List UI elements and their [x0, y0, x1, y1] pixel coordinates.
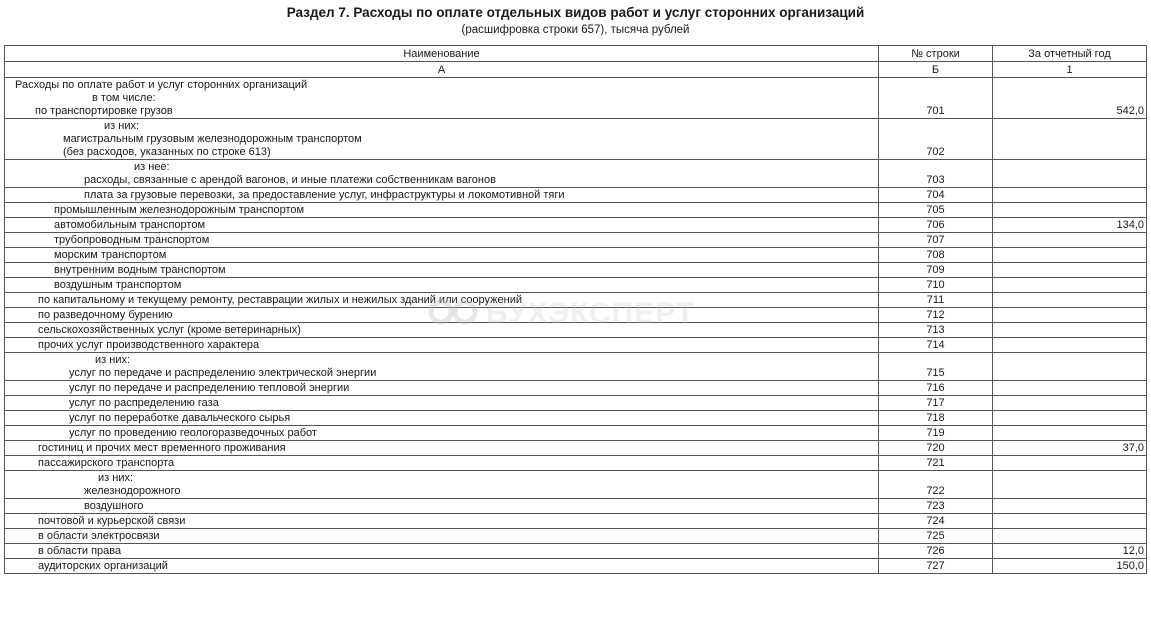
row-value-cell: [993, 160, 1147, 188]
row-name-line: воздушного: [84, 500, 144, 512]
row-code-cell: 724: [879, 514, 993, 529]
table-row: [5, 559, 1147, 574]
table-row: [5, 323, 1147, 338]
table-row: [5, 456, 1147, 471]
row-code-cell: 703: [879, 160, 993, 188]
page-title: Раздел 7. Расходы по оплате отдельных видов работ и услуг сторонних организаций: [286, 5, 865, 20]
row-name-line: автомобильным транспортом: [54, 219, 206, 231]
column-header-name: Наименование: [5, 46, 879, 62]
row-name-line: по разведочному бурению: [38, 309, 173, 321]
row-code-cell: 711: [879, 293, 993, 308]
row-code-cell: 709: [879, 263, 993, 278]
row-name-cell: [5, 263, 879, 278]
row-code-cell: 704: [879, 188, 993, 203]
row-name-cell: [5, 529, 879, 544]
row-value-cell: [993, 248, 1147, 263]
row-name-line: по транспортировке грузов: [35, 105, 173, 117]
row-code-cell: 727: [879, 559, 993, 574]
row-name-cell: [5, 338, 879, 353]
row-name-cell: [5, 411, 879, 426]
row-value-cell: [993, 278, 1147, 293]
row-name-line: морским транспортом: [54, 249, 167, 261]
row-value-cell: [993, 323, 1147, 338]
row-code-cell: 717: [879, 396, 993, 411]
row-value-cell: [993, 188, 1147, 203]
row-code-cell: 719: [879, 426, 993, 441]
header-row: [5, 46, 1147, 62]
row-name-line: (без расходов, указанных по строке 613): [63, 146, 271, 158]
row-name-cell: [5, 426, 879, 441]
row-code-cell: 701: [879, 78, 993, 119]
table-row: [5, 119, 1147, 160]
row-value-cell: [993, 411, 1147, 426]
row-name-cell: [5, 396, 879, 411]
row-name-cell: [5, 559, 879, 574]
row-name-line: сельскохозяйственных услуг (кроме ветеринарных): [38, 324, 301, 336]
row-name-line: прочих услуг производственного характера: [38, 339, 260, 351]
row-value-cell: 134,0: [993, 218, 1147, 233]
row-value-cell: [993, 499, 1147, 514]
row-code-cell: 726: [879, 544, 993, 559]
row-code-cell: 715: [879, 353, 993, 381]
row-code-cell: 707: [879, 233, 993, 248]
row-name-cell: [5, 188, 879, 203]
row-code-cell: 718: [879, 411, 993, 426]
table-row: [5, 514, 1147, 529]
row-code-cell: 708: [879, 248, 993, 263]
row-name-line: из них:: [98, 472, 134, 484]
row-name-line: почтовой и курьерской связи: [38, 515, 186, 527]
row-name-cell: [5, 456, 879, 471]
table-row: [5, 411, 1147, 426]
table-body: [5, 78, 1147, 574]
table-row: [5, 499, 1147, 514]
watermark-text: БУХЭКСПЕРТ: [486, 297, 696, 330]
row-name-cell: [5, 203, 879, 218]
page-subtitle: (расшифровка строки 657), тысяча рублей: [461, 24, 690, 36]
row-name-line: в том числе:: [92, 92, 156, 104]
row-value-cell: 150,0: [993, 559, 1147, 574]
row-name-line: услуг по передаче и распределению электрической энергии: [69, 367, 377, 379]
column-letter-b: Б: [879, 62, 993, 78]
row-code-cell: 725: [879, 529, 993, 544]
row-code-cell: 710: [879, 278, 993, 293]
row-value-cell: [993, 233, 1147, 248]
table-row: [5, 78, 1147, 119]
row-name-cell: [5, 308, 879, 323]
row-value-cell: [993, 471, 1147, 499]
row-value-cell: 37,0: [993, 441, 1147, 456]
row-value-cell: [993, 529, 1147, 544]
row-value-cell: [993, 426, 1147, 441]
row-value-cell: [993, 381, 1147, 396]
row-name-cell: [5, 499, 879, 514]
row-name-line: аудиторских организаций: [38, 560, 168, 572]
row-name-line: из них:: [104, 120, 140, 132]
row-name-line: трубопроводным транспортом: [54, 234, 210, 246]
column-header-reporting-year: За отчетный год: [993, 46, 1147, 62]
table-row: [5, 233, 1147, 248]
row-code-cell: 723: [879, 499, 993, 514]
row-name-line: из нее:: [134, 161, 170, 173]
column-letters-row: [5, 62, 1147, 78]
table-row: [5, 353, 1147, 381]
row-name-cell: [5, 119, 879, 160]
table-row: [5, 426, 1147, 441]
row-code-cell: 722: [879, 471, 993, 499]
expenses-table: [4, 45, 1147, 574]
row-value-cell: [993, 203, 1147, 218]
table-row: [5, 263, 1147, 278]
row-name-cell: [5, 323, 879, 338]
row-name-line: железнодорожного: [84, 485, 181, 497]
row-name-line: по капитальному и текущему ремонту, реставрации жилых и нежилых зданий или сооружений: [38, 294, 523, 306]
row-name-line: промышленным железнодорожным транспортом: [54, 204, 305, 216]
row-code-cell: 705: [879, 203, 993, 218]
row-name-cell: [5, 514, 879, 529]
row-code-cell: 716: [879, 381, 993, 396]
row-name-cell: [5, 544, 879, 559]
row-value-cell: [993, 119, 1147, 160]
row-code-cell: 720: [879, 441, 993, 456]
table-row: [5, 218, 1147, 233]
table-row: [5, 441, 1147, 456]
row-value-cell: [993, 514, 1147, 529]
row-code-cell: 713: [879, 323, 993, 338]
row-name-line: плата за грузовые перевозки, за предоставление услуг, инфраструктуры и локомотивной тяги: [84, 189, 565, 201]
row-value-cell: 542,0: [993, 78, 1147, 119]
row-name-line: расходы, связанные с арендой вагонов, и иные платежи собственникам вагонов: [84, 174, 496, 186]
table-row: [5, 308, 1147, 323]
row-name-cell: [5, 471, 879, 499]
row-value-cell: 12,0: [993, 544, 1147, 559]
table-row: [5, 203, 1147, 218]
column-header-line-number: № строки: [879, 46, 993, 62]
row-code-cell: 712: [879, 308, 993, 323]
row-value-cell: [993, 338, 1147, 353]
row-value-cell: [993, 293, 1147, 308]
row-name-cell: [5, 78, 879, 119]
table-row: [5, 529, 1147, 544]
row-value-cell: [993, 396, 1147, 411]
row-name-line: услуг по передаче и распределению тепловой энергии: [69, 382, 350, 394]
row-name-cell: [5, 353, 879, 381]
row-name-cell: [5, 248, 879, 263]
row-name-line: пассажирского транспорта: [38, 457, 175, 469]
row-name-line: в области электросвязи: [38, 530, 160, 542]
table-row: [5, 471, 1147, 499]
row-code-cell: 706: [879, 218, 993, 233]
row-code-cell: 702: [879, 119, 993, 160]
row-value-cell: [993, 353, 1147, 381]
row-name-cell: [5, 233, 879, 248]
row-code-cell: 714: [879, 338, 993, 353]
row-name-cell: [5, 293, 879, 308]
row-name-line: услуг по переработке давальческого сырья: [69, 412, 291, 424]
table-row: [5, 160, 1147, 188]
table-row: [5, 396, 1147, 411]
table-row: [5, 338, 1147, 353]
row-name-cell: [5, 160, 879, 188]
row-name-cell: [5, 218, 879, 233]
table-row: [5, 544, 1147, 559]
table-row: [5, 248, 1147, 263]
row-value-cell: [993, 308, 1147, 323]
table-row: [5, 293, 1147, 308]
row-name-line: услуг по проведению геологоразведочных работ: [69, 427, 317, 439]
row-name-line: воздушным транспортом: [54, 279, 182, 291]
row-name-line: Расходы по оплате работ и услуг сторонних организаций: [15, 79, 308, 91]
column-letter-a: А: [5, 62, 879, 78]
row-code-cell: 721: [879, 456, 993, 471]
row-name-line: магистральным грузовым железнодорожным транспортом: [63, 133, 362, 145]
row-value-cell: [993, 263, 1147, 278]
row-name-line: из них:: [95, 354, 131, 366]
row-name-line: гостиниц и прочих мест временного проживания: [38, 442, 286, 454]
row-name-line: услуг по распределению газа: [69, 397, 219, 409]
table-row: [5, 188, 1147, 203]
row-name-cell: [5, 381, 879, 396]
column-letter-1: 1: [993, 62, 1147, 78]
row-name-line: в области права: [38, 545, 122, 557]
row-name-cell: [5, 278, 879, 293]
table-row: [5, 278, 1147, 293]
row-name-line: внутренним водным транспортом: [54, 264, 226, 276]
row-value-cell: [993, 456, 1147, 471]
row-name-cell: [5, 441, 879, 456]
table-row: [5, 381, 1147, 396]
